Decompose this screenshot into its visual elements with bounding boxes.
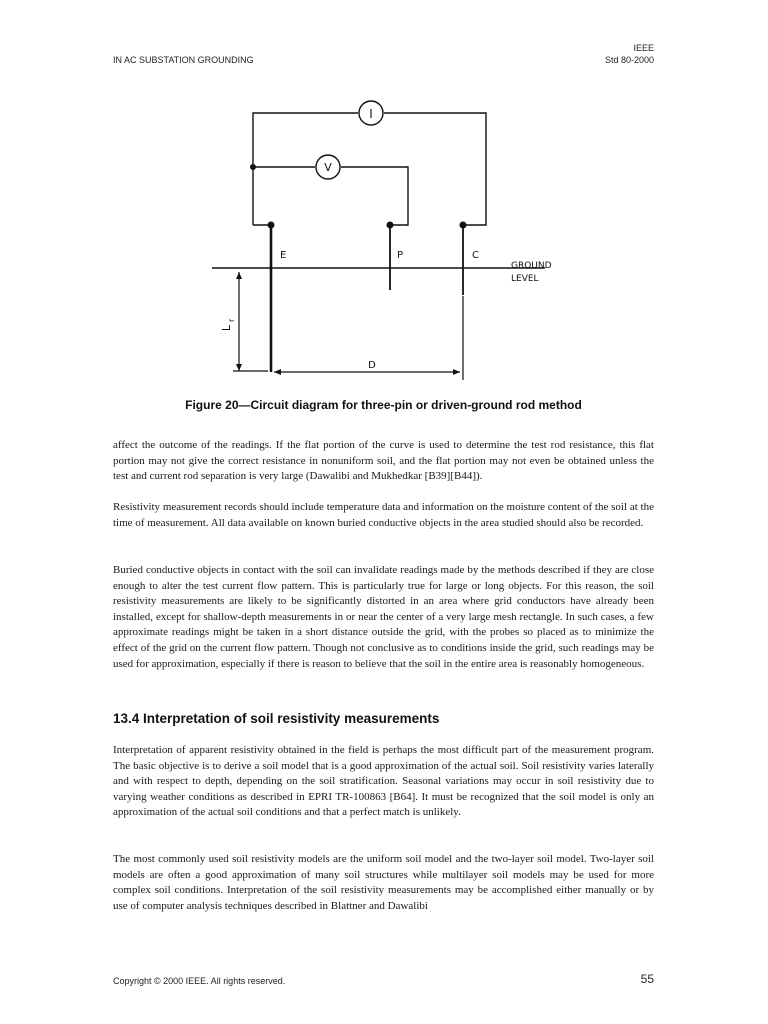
electrode-p-label: P bbox=[397, 250, 404, 261]
voltage-loop-wire-right bbox=[341, 167, 408, 225]
copyright-notice: Copyright © 2000 IEEE. All rights reserved. bbox=[113, 976, 286, 986]
ammeter-label: I bbox=[369, 107, 373, 121]
current-loop-wire bbox=[253, 113, 358, 225]
d-label: D bbox=[368, 360, 376, 371]
electrode-c-label: C bbox=[472, 250, 479, 261]
header-org: IEEE bbox=[633, 43, 654, 53]
current-loop-wire-right bbox=[384, 113, 486, 225]
running-header-title: IN AC SUBSTATION GROUNDING bbox=[113, 55, 254, 65]
body-paragraph: The most commonly used soil resistivity models are the uniform soil model and the two-layer soil model. Two-layer soil models are often a good approximation of many soil structures while multilayer soil models may be used for more complex soil conditions. Interpretation of the soil resistivity measurements may be accomplished either manually or by use of computer analysis techniques described in Blattner and Dawalibi bbox=[113, 853, 654, 912]
electrode-e-label: E bbox=[280, 250, 287, 261]
three-pin-circuit-diagram bbox=[200, 95, 570, 390]
header-std-number: Std 80-2000 bbox=[604, 55, 654, 65]
lr-label-main: L bbox=[220, 324, 233, 332]
ground-label-line1: GROUND bbox=[511, 261, 552, 271]
body-paragraph: affect the outcome of the readings. If the flat portion of the curve is used to determine the test rod resistance, this flat portion may not give the correct resistance in nonuniform soil, and the flat portion may not even be obtained unless the test and current rod separation is very large (Dawalibi and Mukhedkar [B39][B44]). bbox=[113, 439, 654, 483]
page-number: 55 bbox=[640, 972, 654, 986]
body-paragraph: Interpretation of apparent resistivity obtained in the field is perhaps the most difficult part of the measurement program. The basic objective is to derive a soil model that is a good approximation of the actual soil. Soil resistivity varies laterally and with respect to depth, depending on the soil stratification. Seasonal variations may occur in soil resistivity due to varying weather conditions as described in EPRI TR-100863 [B64]. It must be recognized that the soil model is only an approximation of the actual soil conditions and that a perfect match is unlikely. bbox=[113, 744, 654, 819]
body-paragraph: Buried conductive objects in contact with the soil can invalidate readings made by the methods described if they are close enough to alter the test current flow pattern. This is particularly true for large or long objects. For this reason, the soil resistivity measurements are likely to be significantly distorted in an area where grid conductors have already been installed, except for shallow-depth measurements in or near the center of a very large mesh rectangle. In such cases, a few approximate readings might be taken in a short distance outside the grid, with the probes so placed as to minimize the effect of the grid on the current flow pattern. Though not conclusive as to conditions inside the grid, such readings may be used for approximation, especially if there is reason to believe that the soil in the entire area is reasonably homogeneous. bbox=[113, 564, 654, 670]
section-heading: 13.4 Interpretation of soil resistivity measurements bbox=[113, 711, 440, 726]
body-paragraph: Resistivity measurement records should include temperature data and information on the moisture content of the soil at the time of measurement. All data available on known buried conductive objects in the area studied should also be recorded. bbox=[113, 501, 654, 529]
ground-label-line2: LEVEL bbox=[511, 274, 539, 284]
figure-caption: Figure 20—Circuit diagram for three-pin or driven-ground rod method bbox=[185, 398, 582, 412]
voltmeter-label: V bbox=[324, 161, 332, 174]
running-header-standard bbox=[605, 42, 654, 66]
lr-label-sub: r bbox=[227, 318, 236, 322]
